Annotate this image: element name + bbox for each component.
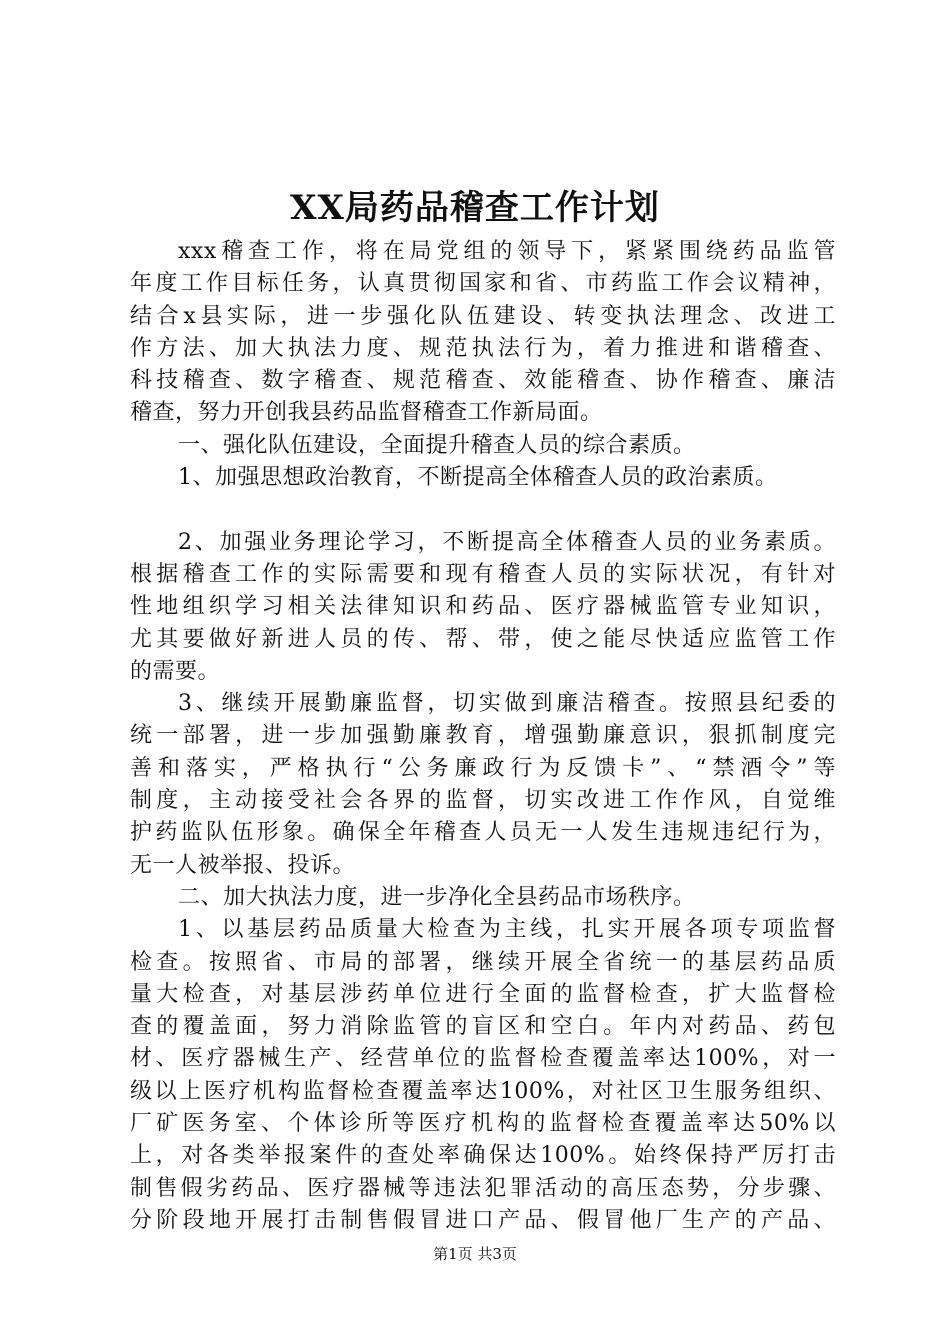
text-line: 结合x县实际，进一步强化队伍建设、转变执法理念、改进工 xyxy=(130,303,836,329)
text-line: 性地组织学习相关法律知识和药品、医疗器械监管专业知识， xyxy=(130,594,836,620)
text-line: 根据稽查工作的实际需要和现有稽查人员的实际状况，有针对 xyxy=(130,561,836,587)
text-line: 的需要。 xyxy=(130,658,221,684)
text-line: 尤其要做好新进人员的传、帮、带，使之能尽快适应监管工作 xyxy=(130,626,836,652)
text-line: 制度，主动接受社会各界的监督，切实改进工作作风，自觉维 xyxy=(130,788,836,814)
text-line: 分阶段地开展打击制售假冒进口产品、假冒他厂生产的产品、 xyxy=(130,1207,836,1233)
text-line: 上，对各类举报案件的查处率确保达100%。始终保持严厉打击 xyxy=(130,1143,836,1169)
document-body xyxy=(130,236,836,1237)
text-line: 厂矿医务室、个体诊所等医疗机构的监督检查覆盖率达50%以 xyxy=(130,1111,836,1137)
blank-line xyxy=(130,494,836,526)
text-line: 护药监队伍形象。确保全年稽查人员无一人发生违规违纪行为， xyxy=(130,820,836,846)
text-line: 检查。按照省、市局的部署，继续开展全省统一的基层药品质 xyxy=(130,949,836,975)
text-line: 善和落实，严格执行“公务廉政行为反馈卡”、“禁酒令”等 xyxy=(130,755,836,781)
text-line: 查的覆盖面，努力消除监管的盲区和空白。年内对药品、药包 xyxy=(130,1014,836,1040)
text-line: 年度工作目标任务，认真贯彻国家和省、市药监工作会议精神， xyxy=(130,271,836,297)
text-line: 1、加强思想政治教育，不断提高全体稽查人员的政治素质。 xyxy=(178,465,778,491)
text-line: 级以上医疗机构监督检查覆盖率达100%，对社区卫生服务组织、 xyxy=(130,1078,836,1104)
text-line: 一、强化队伍建设，全面提升稽查人员的综合素质。 xyxy=(178,432,696,458)
text-line: 无一人被举报、投诉。 xyxy=(130,852,356,878)
text-line: 制售假劣药品、医疗器械等违法犯罪活动的高压态势，分步骤、 xyxy=(130,1175,836,1201)
text-line: xxx稽查工作，将在局党组的领导下，紧紧围绕药品监管 xyxy=(178,239,836,264)
text-line: 科技稽查、数字稽查、规范稽查、效能稽查、协作稽查、廉洁 xyxy=(130,368,836,394)
text-line: 稽查，努力开创我县药品监督稽查工作新局面。 xyxy=(130,400,603,426)
text-line: 作方法、加大执法力度、规范执法行为，着力推进和谐稽查、 xyxy=(130,335,836,361)
text-line: 材、医疗器械生产、经营单位的监督检查覆盖率达100%，对一 xyxy=(130,1046,836,1072)
text-line: 3、继续开展勤廉监督，切实做到廉洁稽查。按照县纪委的 xyxy=(178,691,836,717)
text-line: 二、加大执法力度，进一步净化全县药品市场秩序。 xyxy=(178,884,696,910)
document-title: XX局药品稽查工作计划 xyxy=(290,188,660,228)
text-line: 1、以基层药品质量大检查为主线，扎实开展各项专项监督 xyxy=(178,917,836,943)
page-footer: 第1页 共3页 xyxy=(433,1245,517,1263)
text-line: 量大检查，对基层涉药单位进行全面的监督检查，扩大监督检 xyxy=(130,981,836,1007)
text-line: 统一部署，进一步加强勤廉教育，增强勤廉意识，狠抓制度完 xyxy=(130,723,836,749)
text-line: 2、加强业务理论学习，不断提高全体稽查人员的业务素质。 xyxy=(178,529,836,555)
